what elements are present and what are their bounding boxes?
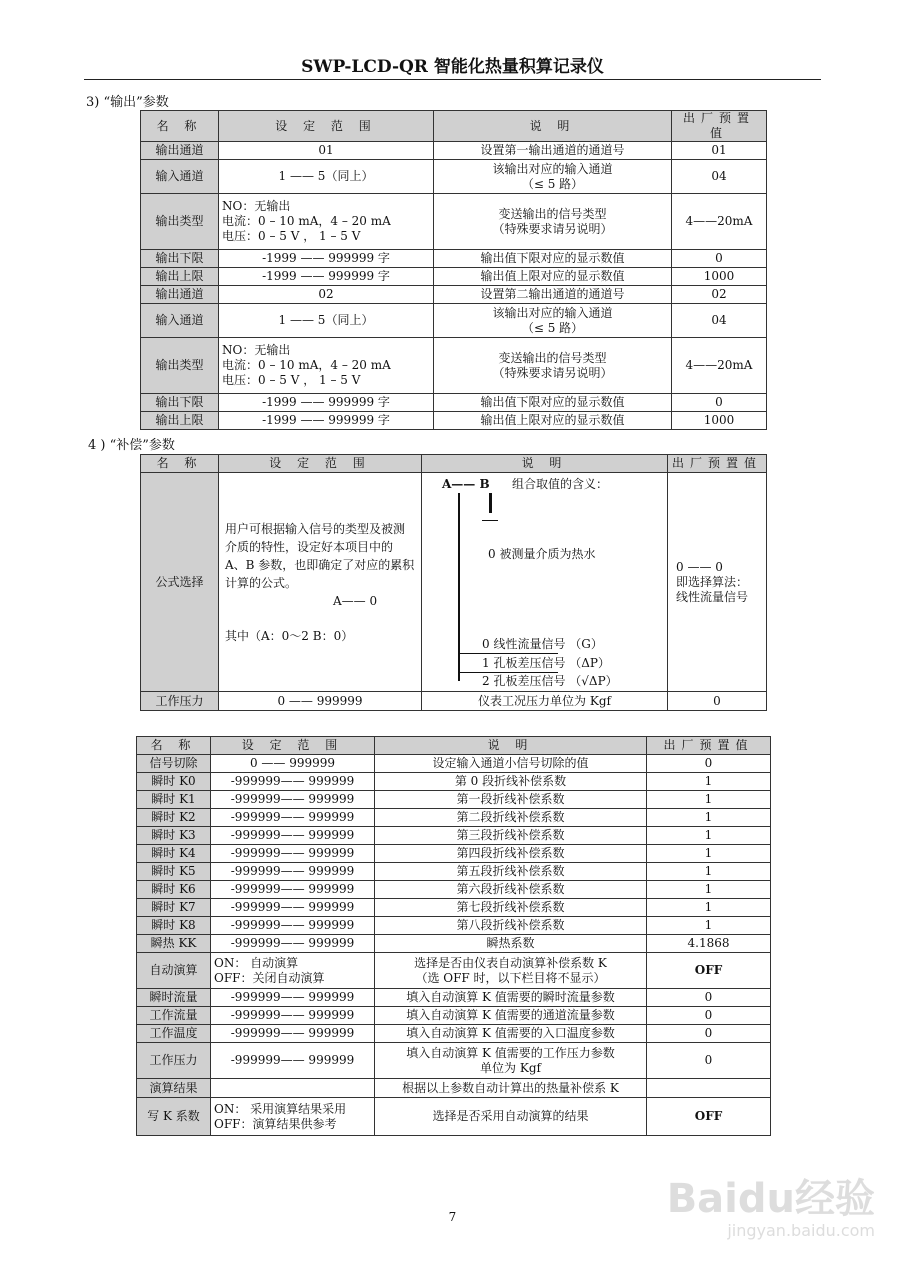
row-desc: 根据以上参数自动计算出的热量补偿系 K <box>375 1079 647 1098</box>
row-range: 02 <box>219 286 434 304</box>
col-default: 出厂预置值 <box>647 737 771 755</box>
row-default: 1 <box>647 827 771 845</box>
col-default: 出厂预置值 <box>668 455 767 473</box>
diag-a1-rule <box>458 653 558 654</box>
row-name: 输出下限 <box>141 250 219 268</box>
table-row <box>141 338 767 394</box>
row-name: 输出下限 <box>141 394 219 412</box>
row-range: -999999—— 999999 <box>211 989 375 1007</box>
row-range: -999999—— 999999 <box>211 1007 375 1025</box>
row-default: 02 <box>672 286 767 304</box>
row-desc: 设置第一输出通道的通道号 <box>434 142 672 160</box>
row-desc: 输出值下限对应的显示数值 <box>434 250 672 268</box>
diag-b0: 0 被测量介质为热水 <box>488 547 596 561</box>
row-desc: 第一段折线补偿系数 <box>375 791 647 809</box>
row-default: 1 <box>647 845 771 863</box>
row-name: 输入通道 <box>141 304 219 338</box>
watermark-brand: Baidu经验 <box>666 1176 875 1222</box>
row-name: 输出上限 <box>141 268 219 286</box>
table-row <box>137 1043 771 1079</box>
row-default: 1000 <box>672 412 767 430</box>
row-name: 瞬时 K4 <box>137 845 211 863</box>
table-row <box>137 917 771 935</box>
table-row <box>137 791 771 809</box>
diag-b-tick <box>482 520 498 521</box>
col-range: 设 定 范 围 <box>219 111 434 142</box>
table-row <box>137 1007 771 1025</box>
row-name: 瞬时流量 <box>137 989 211 1007</box>
row-desc: 输出值下限对应的显示数值 <box>434 394 672 412</box>
section3-heading: 3) “输出”参数 <box>86 95 169 110</box>
row-desc: 输出值上限对应的显示数值 <box>434 268 672 286</box>
row-name: 自动演算 <box>137 953 211 989</box>
pressure-range: 0 —— 999999 <box>219 692 422 711</box>
table-row <box>141 160 767 194</box>
row-range: ON： 自动演算 OFF：关闭自动演算 <box>211 953 375 989</box>
row-desc: 设定输入通道小信号切除的值 <box>375 755 647 773</box>
table-row <box>137 881 771 899</box>
row-range: -1999 —— 999999 字 <box>219 250 434 268</box>
compensation-params-table <box>140 454 767 711</box>
row-desc: 该输出对应的输入通道 （≤ 5 路） <box>434 160 672 194</box>
row-range: -1999 —— 999999 字 <box>219 268 434 286</box>
table-row <box>137 1025 771 1043</box>
table-row <box>137 863 771 881</box>
row-default: 1 <box>647 881 771 899</box>
col-range: 设 定 范 围 <box>211 737 375 755</box>
row-name: 瞬时 K7 <box>137 899 211 917</box>
row-desc: 第六段折线补偿系数 <box>375 881 647 899</box>
col-desc: 说 明 <box>375 737 647 755</box>
row-name: 写 K 系数 <box>137 1098 211 1136</box>
col-default: 出厂预置值 <box>672 111 767 142</box>
row-range: -999999—— 999999 <box>211 827 375 845</box>
row-desc: 第八段折线补偿系数 <box>375 917 647 935</box>
row-default: 04 <box>672 304 767 338</box>
row-default: 01 <box>672 142 767 160</box>
row-range: -999999—— 999999 <box>211 1025 375 1043</box>
row-desc: 选择是否采用自动演算的结果 <box>375 1098 647 1136</box>
title-rule <box>84 79 821 80</box>
row-desc: 第三段折线补偿系数 <box>375 827 647 845</box>
row-name: 工作温度 <box>137 1025 211 1043</box>
table-row <box>141 142 767 160</box>
table-row <box>137 1079 771 1098</box>
row-desc: 填入自动演算 K 值需要的通道流量参数 <box>375 1007 647 1025</box>
row-name: 瞬时 K1 <box>137 791 211 809</box>
row-default: OFF <box>647 1098 771 1136</box>
row-desc: 选择是否由仪表自动演算补偿系数 K （选 OFF 时，以下栏目将不显示） <box>375 953 647 989</box>
row-default: 4.1868 <box>647 935 771 953</box>
row-name: 瞬时 K2 <box>137 809 211 827</box>
row-default: 0 <box>647 1043 771 1079</box>
table-row <box>141 268 767 286</box>
diag-ab: A—— B <box>442 477 490 491</box>
row-range: -999999—— 999999 <box>211 899 375 917</box>
row-default: 0 <box>672 394 767 412</box>
row-desc: 填入自动演算 K 值需要的瞬时流量参数 <box>375 989 647 1007</box>
row-range: 0 —— 999999 <box>211 755 375 773</box>
formula-name: 公式选择 <box>141 473 219 692</box>
row-range <box>211 1079 375 1098</box>
row-default: 1 <box>647 863 771 881</box>
row-desc: 设置第二输出通道的通道号 <box>434 286 672 304</box>
row-default: 1 <box>647 791 771 809</box>
table-row <box>141 194 767 250</box>
row-desc: 第二段折线补偿系数 <box>375 809 647 827</box>
table-row <box>137 773 771 791</box>
formula-range-ab: A—— 0 <box>333 594 378 608</box>
row-range: -1999 —— 999999 字 <box>219 394 434 412</box>
table-row <box>141 286 767 304</box>
row-default: 0 <box>647 1007 771 1025</box>
table-row <box>137 989 771 1007</box>
row-name: 输入通道 <box>141 160 219 194</box>
formula-range-text: 用户可根据输入信号的类型及被测介质的特性，设定好本项目中的 A、B 参数，也即确定了对应的累积计算的公式。 <box>225 522 415 590</box>
col-name: 名 称 <box>141 111 219 142</box>
diag-a2-rule <box>458 672 558 673</box>
row-name: 输出类型 <box>141 194 219 250</box>
row-name: 工作压力 <box>137 1043 211 1079</box>
formula-range-limits: 其中（A：0～2 B：0） <box>225 629 354 643</box>
pressure-default: 0 <box>668 692 767 711</box>
row-desc: 第 0 段折线补偿系数 <box>375 773 647 791</box>
table-row <box>137 1098 771 1136</box>
row-range: -1999 —— 999999 字 <box>219 412 434 430</box>
watermark-url: jingyan.baidu.com <box>727 1221 875 1240</box>
row-desc: 变送输出的信号类型 （特殊要求请另说明） <box>434 194 672 250</box>
diag-a2: 2 孔板差压信号 （√ΔP） <box>482 674 618 688</box>
row-range: NO：无输出 电流：0 – 10 mA，4 – 20 mA 电压：0 – 5 V ， 1 – 5 V <box>219 194 434 250</box>
row-name: 演算结果 <box>137 1079 211 1098</box>
row-range: -999999—— 999999 <box>211 773 375 791</box>
row-range: NO：无输出 电流：0 – 10 mA，4 – 20 mA 电压：0 – 5 V ， 1 – 5 V <box>219 338 434 394</box>
row-name: 输出上限 <box>141 412 219 430</box>
row-name: 瞬时 K6 <box>137 881 211 899</box>
row-range: ON： 采用演算结果采用 OFF：演算结果供参考 <box>211 1098 375 1136</box>
table-row <box>137 953 771 989</box>
row-default: 1 <box>647 899 771 917</box>
row-default: OFF <box>647 953 771 989</box>
row-name: 瞬时 K0 <box>137 773 211 791</box>
table-row <box>137 755 771 773</box>
diag-a1: 1 孔板差压信号 （ΔP） <box>482 656 611 670</box>
diag-b-line <box>489 493 492 513</box>
row-desc: 变送输出的信号类型 （特殊要求请另说明） <box>434 338 672 394</box>
row-name: 信号切除 <box>137 755 211 773</box>
table-row <box>137 845 771 863</box>
row-default: 1 <box>647 809 771 827</box>
row-range: -999999—— 999999 <box>211 1043 375 1079</box>
formula-diagram <box>422 473 667 691</box>
row-range: -999999—— 999999 <box>211 863 375 881</box>
table-row <box>141 304 767 338</box>
row-name: 瞬热 KK <box>137 935 211 953</box>
table-row <box>137 899 771 917</box>
watermark <box>667 1177 875 1240</box>
row-desc: 第七段折线补偿系数 <box>375 899 647 917</box>
table-row <box>141 250 767 268</box>
pressure-desc: 仪表工况压力单位为 Kgf <box>422 692 668 711</box>
row-desc: 填入自动演算 K 值需要的工作压力参数 单位为 Kgf <box>375 1043 647 1079</box>
row-name: 瞬时 K5 <box>137 863 211 881</box>
row-default: 1000 <box>672 268 767 286</box>
pressure-name: 工作压力 <box>141 692 219 711</box>
row-default: 1 <box>647 773 771 791</box>
row-desc: 瞬热系数 <box>375 935 647 953</box>
row-desc: 填入自动演算 K 值需要的入口温度参数 <box>375 1025 647 1043</box>
section4-heading: 4 ) “补偿”参数 <box>88 438 175 453</box>
diag-a0: 0 线性流量信号 （G） <box>482 637 603 651</box>
table-row <box>137 809 771 827</box>
table-row <box>141 412 767 430</box>
row-desc: 第四段折线补偿系数 <box>375 845 647 863</box>
row-desc: 输出值上限对应的显示数值 <box>434 412 672 430</box>
col-desc: 说 明 <box>434 111 672 142</box>
output-params-table <box>140 110 767 430</box>
row-range: -999999—— 999999 <box>211 791 375 809</box>
col-range: 设 定 范 围 <box>219 455 422 473</box>
col-name: 名 称 <box>141 455 219 473</box>
row-name: 瞬时 K8 <box>137 917 211 935</box>
k-coefficient-table <box>136 736 771 1136</box>
row-default <box>647 1079 771 1098</box>
row-name: 输出类型 <box>141 338 219 394</box>
row-desc: 该输出对应的输入通道 （≤ 5 路） <box>434 304 672 338</box>
col-name: 名 称 <box>137 737 211 755</box>
row-default: 1 <box>647 917 771 935</box>
table-row <box>137 827 771 845</box>
row-default: 04 <box>672 160 767 194</box>
page-title: SWP-LCD-QR 智能化热量积算记录仪 <box>301 57 604 77</box>
row-range: -999999—— 999999 <box>211 917 375 935</box>
row-range: -999999—— 999999 <box>211 809 375 827</box>
row-range: 1 —— 5（同上） <box>219 160 434 194</box>
row-name: 输出通道 <box>141 286 219 304</box>
table-row <box>137 935 771 953</box>
row-default: 0 <box>647 989 771 1007</box>
row-default: 0 <box>672 250 767 268</box>
row-default: 4——20mA <box>672 194 767 250</box>
row-name: 输出通道 <box>141 142 219 160</box>
row-default: 0 <box>647 755 771 773</box>
row-desc: 第五段折线补偿系数 <box>375 863 647 881</box>
row-range: -999999—— 999999 <box>211 845 375 863</box>
table-row <box>141 394 767 412</box>
row-range: -999999—— 999999 <box>211 935 375 953</box>
page-number: 7 <box>448 1210 457 1224</box>
col-desc: 说 明 <box>422 455 668 473</box>
row-default: 0 <box>647 1025 771 1043</box>
row-range: 1 —— 5（同上） <box>219 304 434 338</box>
row-name: 瞬时 K3 <box>137 827 211 845</box>
row-range: -999999—— 999999 <box>211 881 375 899</box>
formula-default: 0 —— 0 即选择算法：线性流量信号 <box>668 473 767 692</box>
row-range: 01 <box>219 142 434 160</box>
diag-meaning: 组合取值的含义： <box>512 477 609 491</box>
row-default: 4——20mA <box>672 338 767 394</box>
row-name: 工作流量 <box>137 1007 211 1025</box>
